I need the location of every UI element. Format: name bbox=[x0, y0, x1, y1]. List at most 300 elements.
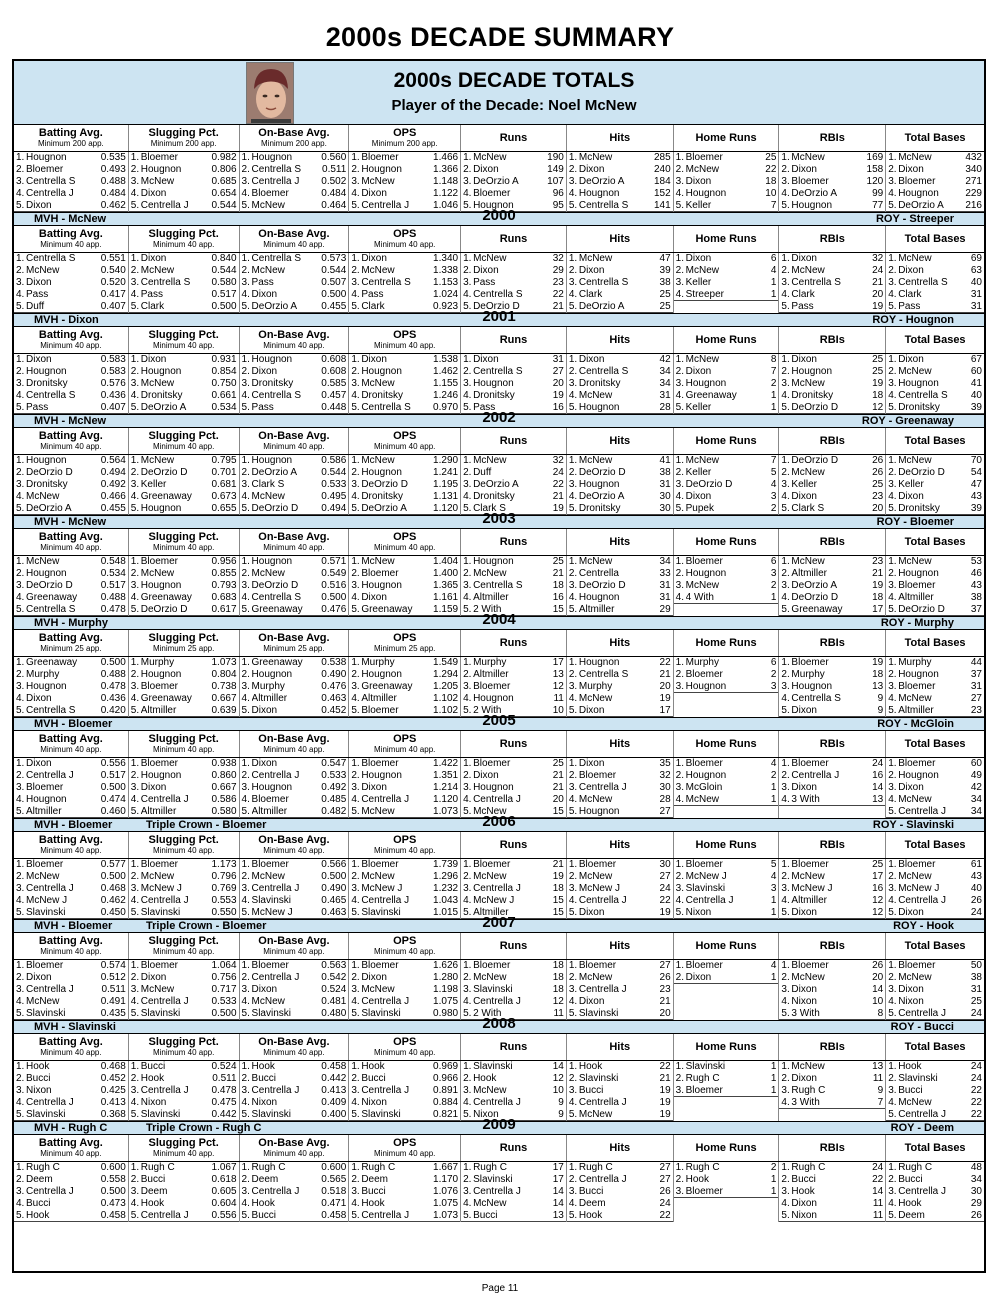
stat-value: 2 bbox=[770, 378, 777, 389]
stat-value: 0.468 bbox=[100, 883, 126, 894]
on-base-avg-minimum: Minimum 40 app. bbox=[263, 846, 325, 855]
leader-row bbox=[674, 859, 779, 871]
year-section-2003 bbox=[14, 510, 984, 616]
stat-value: 47 bbox=[659, 253, 671, 264]
leader-row bbox=[567, 366, 673, 378]
on-base-avg-label: On-Base Avg. bbox=[258, 935, 330, 947]
leader-row bbox=[129, 1186, 239, 1198]
rank: 4. bbox=[781, 289, 790, 300]
on-base-avg-leaders bbox=[240, 354, 350, 414]
rank: 2. bbox=[351, 770, 360, 781]
stat-value: 0.566 bbox=[321, 859, 347, 870]
rank: 5. bbox=[241, 705, 250, 716]
home-runs-label: Home Runs bbox=[695, 233, 757, 245]
stat-value: 0.520 bbox=[100, 277, 126, 288]
batting-avg-minimum: Minimum 40 app. bbox=[40, 442, 102, 451]
total-bases-leaders bbox=[886, 657, 984, 717]
rank: 4. bbox=[568, 1198, 578, 1209]
player-name: Hougnon bbox=[473, 782, 514, 793]
stat-value: 107 bbox=[547, 176, 564, 187]
leader-row bbox=[886, 1174, 984, 1186]
rank: 5. bbox=[781, 705, 790, 716]
rank: 1. bbox=[351, 1061, 360, 1072]
stat-value: 30 bbox=[659, 503, 671, 514]
home-runs-label: Home Runs bbox=[695, 637, 757, 649]
player-name: McNew bbox=[685, 794, 719, 805]
ops-minimum: Minimum 40 app. bbox=[374, 442, 436, 451]
leader-row bbox=[567, 895, 673, 907]
stat-value: 31 bbox=[659, 592, 671, 603]
leader-row bbox=[14, 277, 128, 289]
rank: 1. bbox=[781, 455, 790, 466]
leader-row bbox=[779, 657, 885, 669]
player-name: Dixon bbox=[898, 491, 924, 502]
total-bases-label: Total Bases bbox=[904, 435, 966, 447]
stat-value: 0.425 bbox=[100, 1085, 126, 1096]
rank: 3. bbox=[781, 176, 790, 187]
player-name: Centrella J bbox=[251, 770, 300, 781]
stat-value: 11 bbox=[872, 1198, 884, 1209]
player-name: McNew bbox=[361, 556, 395, 567]
leader-row bbox=[349, 681, 460, 693]
player-name: DeOrzio D bbox=[140, 467, 188, 478]
stat-value: 0.618 bbox=[211, 1174, 237, 1185]
stat-value: 19 bbox=[872, 657, 884, 668]
stat-value: 46 bbox=[970, 568, 982, 579]
rank: 1. bbox=[241, 556, 250, 567]
leader-row bbox=[14, 859, 128, 871]
batting-avg-label: Batting Avg. bbox=[38, 1137, 103, 1149]
stat-value: 25 bbox=[970, 996, 982, 1007]
rank: 1. bbox=[130, 1162, 140, 1173]
rbis-header bbox=[779, 1034, 886, 1060]
year-section-2005 bbox=[14, 712, 984, 818]
player-name: Dixon bbox=[791, 984, 817, 995]
rank: 2. bbox=[463, 669, 472, 680]
ops-leaders bbox=[349, 758, 461, 818]
stat-value: 24 bbox=[552, 467, 564, 478]
rank: 1. bbox=[568, 455, 578, 466]
rank: 2. bbox=[130, 164, 140, 175]
stat-header-row bbox=[14, 327, 984, 354]
player-name: Bloemer bbox=[473, 960, 511, 971]
leader-row bbox=[567, 794, 673, 806]
stat-value: 0.574 bbox=[100, 960, 126, 971]
stat-value: 20 bbox=[659, 1008, 671, 1019]
stat-value: 32 bbox=[659, 770, 671, 781]
stat-value: 0.448 bbox=[321, 402, 347, 413]
player-name: McNew bbox=[26, 491, 60, 502]
slugging-pct-label: Slugging Pct. bbox=[148, 632, 219, 644]
slugging-pct-minimum: Minimum 40 app. bbox=[152, 947, 215, 956]
ops-leaders bbox=[349, 152, 461, 212]
rank: 4. bbox=[241, 592, 250, 603]
year-bar bbox=[14, 207, 984, 226]
leader-row bbox=[349, 1198, 460, 1210]
slugging-pct-leaders bbox=[129, 152, 240, 212]
total-bases-leaders bbox=[886, 152, 984, 212]
leader-row bbox=[567, 592, 673, 604]
stat-value: 35 bbox=[659, 758, 671, 769]
rank: 3. bbox=[568, 580, 578, 591]
rbis-header bbox=[779, 832, 886, 858]
rank: 3. bbox=[781, 681, 790, 692]
stat-value: 34 bbox=[970, 1174, 982, 1185]
player-name: Rugh C bbox=[685, 1073, 720, 1084]
stat-value: 0.465 bbox=[321, 895, 347, 906]
stat-value: 24 bbox=[659, 883, 671, 894]
rank: 2. bbox=[675, 1174, 684, 1185]
rank: 1. bbox=[351, 657, 360, 668]
batting-avg-minimum: Minimum 40 app. bbox=[40, 1149, 102, 1158]
stat-value: 0.488 bbox=[100, 592, 126, 603]
stat-value: 40 bbox=[970, 277, 982, 288]
leader-row bbox=[240, 859, 349, 871]
batting-avg-minimum: Minimum 40 app. bbox=[40, 846, 102, 855]
stat-value: 2 bbox=[770, 669, 777, 680]
rank: 3. bbox=[463, 1186, 472, 1197]
player-name: Greenaway bbox=[251, 604, 303, 615]
stat-value: 0.368 bbox=[100, 1109, 126, 1120]
page-number: Page 11 bbox=[481, 1283, 519, 1294]
leader-row bbox=[240, 378, 349, 390]
ops-leaders bbox=[349, 253, 461, 313]
batting-avg-label: Batting Avg. bbox=[38, 430, 103, 442]
rbis-label: RBIs bbox=[819, 839, 845, 851]
leader-row bbox=[461, 681, 566, 693]
rank: 4. bbox=[888, 1198, 897, 1209]
stat-value: 0.667 bbox=[211, 782, 237, 793]
leader-row bbox=[461, 1198, 566, 1210]
stat-value: 21 bbox=[552, 301, 564, 312]
player-name: Dixon bbox=[791, 907, 817, 918]
stat-value: 0.551 bbox=[100, 253, 126, 264]
stat-value: 0.471 bbox=[321, 1198, 347, 1209]
leader-row bbox=[779, 883, 885, 895]
stat-value: 0.511 bbox=[322, 164, 347, 175]
stat-value: 28 bbox=[659, 794, 671, 805]
rank: 3. bbox=[130, 176, 140, 187]
leader-row bbox=[240, 1097, 349, 1109]
leader-row bbox=[14, 895, 128, 907]
player-name: Dixon bbox=[578, 705, 605, 716]
slugging-pct-minimum: Minimum 200 app. bbox=[150, 139, 217, 148]
stat-value: 0.435 bbox=[100, 1008, 126, 1019]
stat-header-row bbox=[14, 933, 984, 960]
hits-label: Hits bbox=[609, 1142, 631, 1154]
rank: 1. bbox=[241, 152, 250, 163]
leader-row bbox=[567, 883, 673, 895]
leader-row bbox=[240, 277, 349, 289]
rank: 2. bbox=[675, 164, 684, 175]
leader-row bbox=[461, 390, 566, 402]
player-name: Slavinski bbox=[26, 907, 66, 918]
rank: 4. bbox=[130, 491, 140, 502]
player-name: Bucci bbox=[578, 1085, 604, 1096]
player-name: Rugh C bbox=[473, 1162, 507, 1173]
rank: 5. bbox=[16, 705, 25, 716]
player-name: McNew bbox=[26, 996, 60, 1007]
stat-value: 33 bbox=[659, 568, 671, 579]
player-name: Dronitsky bbox=[361, 390, 403, 401]
stat-value: 0.738 bbox=[211, 681, 237, 692]
rank: 1. bbox=[888, 960, 897, 971]
ops-header bbox=[349, 731, 461, 757]
leader-row bbox=[779, 164, 885, 176]
rank: 2. bbox=[130, 568, 140, 579]
total-bases-label: Total Bases bbox=[904, 536, 966, 548]
rank: 1. bbox=[675, 556, 684, 567]
leader-row bbox=[129, 152, 239, 164]
rank: 5. bbox=[351, 200, 360, 211]
player-name: Hook bbox=[361, 1061, 385, 1072]
player-name: Keller bbox=[791, 479, 817, 490]
rank: 4. bbox=[16, 289, 25, 300]
player-name: Hougnon bbox=[26, 794, 67, 805]
stat-value: 6 bbox=[770, 253, 777, 264]
stat-value: 0.458 bbox=[321, 1210, 347, 1221]
triple-crown: Triple Crown - Rugh C bbox=[146, 1122, 262, 1134]
runs-label: Runs bbox=[499, 637, 528, 649]
batting-avg-header bbox=[14, 226, 129, 252]
hits-header bbox=[567, 731, 674, 757]
rank: 4. bbox=[463, 693, 472, 704]
player-name: Centrella J bbox=[251, 176, 300, 187]
stat-value: 1.214 bbox=[433, 782, 459, 793]
stat-value: 1.120 bbox=[433, 794, 459, 805]
stat-value: 1.075 bbox=[433, 996, 459, 1007]
rank: 4. bbox=[130, 390, 140, 401]
slugging-pct-header bbox=[129, 731, 240, 757]
stat-value: 0.576 bbox=[100, 378, 126, 389]
player-name: McNew bbox=[140, 871, 175, 882]
rank: 5. bbox=[781, 402, 790, 413]
player-name: DeOrzio D bbox=[791, 455, 839, 466]
rank: 5. bbox=[241, 907, 250, 918]
stat-value: 149 bbox=[547, 164, 564, 175]
player-name: Centrella J bbox=[361, 794, 410, 805]
rank: 2. bbox=[781, 669, 790, 680]
player-name: Hook bbox=[361, 1198, 385, 1209]
runs-header bbox=[461, 832, 567, 858]
rank: 2. bbox=[568, 669, 578, 680]
leader-row bbox=[779, 176, 885, 188]
player-name: Hougnon bbox=[251, 669, 293, 680]
rank: 5. bbox=[130, 503, 140, 514]
rank: 3. bbox=[241, 277, 250, 288]
rank: 3. bbox=[463, 277, 472, 288]
runs-header bbox=[461, 125, 567, 151]
rank: 5. bbox=[463, 1008, 472, 1019]
player-name: Bloemer bbox=[791, 758, 829, 769]
stat-value: 18 bbox=[872, 669, 884, 680]
ops-minimum: Minimum 25 app. bbox=[374, 644, 436, 653]
stat-value: 0.464 bbox=[321, 200, 347, 211]
rank: 4. bbox=[130, 693, 140, 704]
rank: 3. bbox=[888, 883, 897, 894]
rank: 4. bbox=[675, 794, 684, 805]
rank: 1. bbox=[130, 455, 140, 466]
year-bar bbox=[14, 1116, 984, 1135]
player-name: Dixon bbox=[251, 705, 278, 716]
player-name: Centrella S bbox=[26, 604, 76, 615]
leader-row bbox=[240, 693, 349, 705]
rank: 5. bbox=[130, 301, 140, 312]
stat-value: 6 bbox=[770, 657, 777, 668]
total-bases-header bbox=[886, 529, 984, 555]
player-name: McNew bbox=[361, 871, 395, 882]
rank: 4. bbox=[568, 693, 578, 704]
player-name: Dixon bbox=[26, 200, 52, 211]
rank: 2. bbox=[16, 770, 25, 781]
ops-label: OPS bbox=[393, 632, 417, 644]
rank: 3. bbox=[16, 984, 25, 995]
player-name: Centrella bbox=[578, 568, 619, 579]
stat-value: 0.458 bbox=[100, 1210, 126, 1221]
player-name: Centrella J bbox=[26, 1097, 74, 1108]
player-name: Nixon bbox=[791, 996, 817, 1007]
player-name: Dixon bbox=[791, 253, 817, 264]
player-name: Altmiller bbox=[473, 907, 509, 918]
stat-value: 0.586 bbox=[211, 794, 237, 805]
rank: 3. bbox=[241, 1186, 250, 1197]
stat-value: 0.468 bbox=[100, 1061, 126, 1072]
rank: 4. bbox=[351, 188, 360, 199]
leader-row bbox=[779, 152, 885, 164]
player-name: Bloemer bbox=[473, 859, 511, 870]
stat-value: 12 bbox=[552, 996, 564, 1007]
leader-row bbox=[886, 984, 984, 996]
leader-row bbox=[129, 354, 239, 366]
stat-value: 0.540 bbox=[100, 265, 126, 276]
stat-value: 14 bbox=[552, 1061, 564, 1072]
slugging-pct-leaders bbox=[129, 657, 240, 717]
leader-row bbox=[129, 467, 239, 479]
rank: 4. bbox=[675, 491, 684, 502]
leader-row bbox=[240, 491, 349, 503]
leader-row bbox=[129, 390, 239, 402]
runs-header bbox=[461, 226, 567, 252]
on-base-avg-leaders bbox=[240, 960, 350, 1020]
stat-value: 9 bbox=[877, 705, 884, 716]
player-name: 2 With bbox=[473, 705, 502, 716]
total-bases-label: Total Bases bbox=[904, 334, 966, 346]
rank: 1. bbox=[888, 758, 897, 769]
leader-row bbox=[14, 479, 128, 491]
leader-row bbox=[779, 1097, 885, 1109]
player-name: Centrella S bbox=[251, 253, 301, 264]
leader-row bbox=[461, 152, 566, 164]
rank: 3. bbox=[675, 681, 684, 692]
year-section-2006 bbox=[14, 813, 984, 919]
stat-value: 31 bbox=[659, 390, 671, 401]
stat-value: 25 bbox=[872, 354, 884, 365]
stat-value: 27 bbox=[970, 693, 982, 704]
leader-row bbox=[779, 467, 885, 479]
home-runs-label: Home Runs bbox=[695, 839, 757, 851]
rank: 1. bbox=[463, 1162, 472, 1173]
mvh-award: MVH - Slavinski bbox=[34, 1021, 116, 1033]
on-base-avg-label: On-Base Avg. bbox=[258, 1137, 330, 1149]
runs-leaders bbox=[461, 960, 567, 1020]
rank: 4. bbox=[568, 592, 578, 603]
rank: 4. bbox=[351, 1097, 360, 1108]
player-name: Centrella S bbox=[578, 277, 629, 288]
leader-columns bbox=[14, 859, 984, 919]
rank: 5. bbox=[888, 705, 897, 716]
stat-value: 0.512 bbox=[100, 972, 126, 983]
rank: 3. bbox=[568, 479, 578, 490]
stat-value: 0.565 bbox=[321, 1174, 347, 1185]
stat-value: 0.460 bbox=[100, 806, 126, 817]
rank: 2. bbox=[568, 265, 578, 276]
home-runs-leaders bbox=[674, 556, 780, 616]
leader-row bbox=[349, 354, 460, 366]
batting-avg-leaders bbox=[14, 1061, 129, 1121]
leader-row bbox=[461, 479, 566, 491]
player-name: Pass bbox=[361, 289, 384, 300]
stat-value: 1.195 bbox=[433, 479, 459, 490]
slugging-pct-minimum: Minimum 40 app. bbox=[152, 745, 215, 754]
stat-value: 1.102 bbox=[433, 693, 459, 704]
leader-row bbox=[461, 996, 566, 1008]
player-name: Centrella S bbox=[898, 390, 948, 401]
stat-value: 0.538 bbox=[321, 657, 347, 668]
player-name: Bloemer bbox=[361, 568, 399, 579]
stat-value: 0.560 bbox=[321, 152, 347, 163]
rank: 4. bbox=[675, 390, 684, 401]
stat-value: 0.533 bbox=[211, 996, 237, 1007]
decade-section bbox=[14, 125, 984, 212]
ops-header bbox=[349, 428, 461, 454]
leader-row bbox=[567, 996, 673, 1008]
stat-value: 21 bbox=[552, 859, 564, 870]
player-name: Altmiller bbox=[473, 669, 509, 680]
player-name: McNew bbox=[685, 164, 719, 175]
player-name: Centrella J bbox=[473, 794, 521, 805]
stat-value: 10 bbox=[552, 705, 564, 716]
player-name: Keller bbox=[140, 479, 167, 490]
rank: 1. bbox=[241, 859, 250, 870]
player-name: Centrella J bbox=[473, 996, 521, 1007]
on-base-avg-header bbox=[240, 529, 350, 555]
player-name: Bloemer bbox=[578, 770, 617, 781]
player-name: Dronitsky bbox=[361, 491, 403, 502]
leader-row bbox=[674, 265, 779, 277]
slugging-pct-leaders bbox=[129, 1162, 240, 1222]
rank: 5. bbox=[16, 907, 25, 918]
rank: 2. bbox=[16, 164, 25, 175]
leader-row bbox=[129, 895, 239, 907]
stat-value: 0.605 bbox=[211, 1186, 237, 1197]
rank: 1. bbox=[130, 253, 140, 264]
player-name: Dixon bbox=[140, 188, 167, 199]
leader-row bbox=[14, 1061, 128, 1073]
stat-value: 39 bbox=[970, 503, 982, 514]
leader-row bbox=[674, 1186, 779, 1198]
leader-row bbox=[14, 1097, 128, 1109]
player-name: Duff bbox=[473, 467, 492, 478]
batting-avg-header bbox=[14, 327, 129, 353]
hits-label: Hits bbox=[609, 233, 631, 245]
stat-value: 340 bbox=[965, 164, 982, 175]
stat-value: 0.860 bbox=[211, 770, 237, 781]
slugging-pct-leaders bbox=[129, 556, 240, 616]
rank: 1. bbox=[888, 455, 897, 466]
rank: 4. bbox=[781, 390, 790, 401]
leader-row bbox=[567, 1198, 673, 1210]
rank: 5. bbox=[888, 1109, 897, 1120]
